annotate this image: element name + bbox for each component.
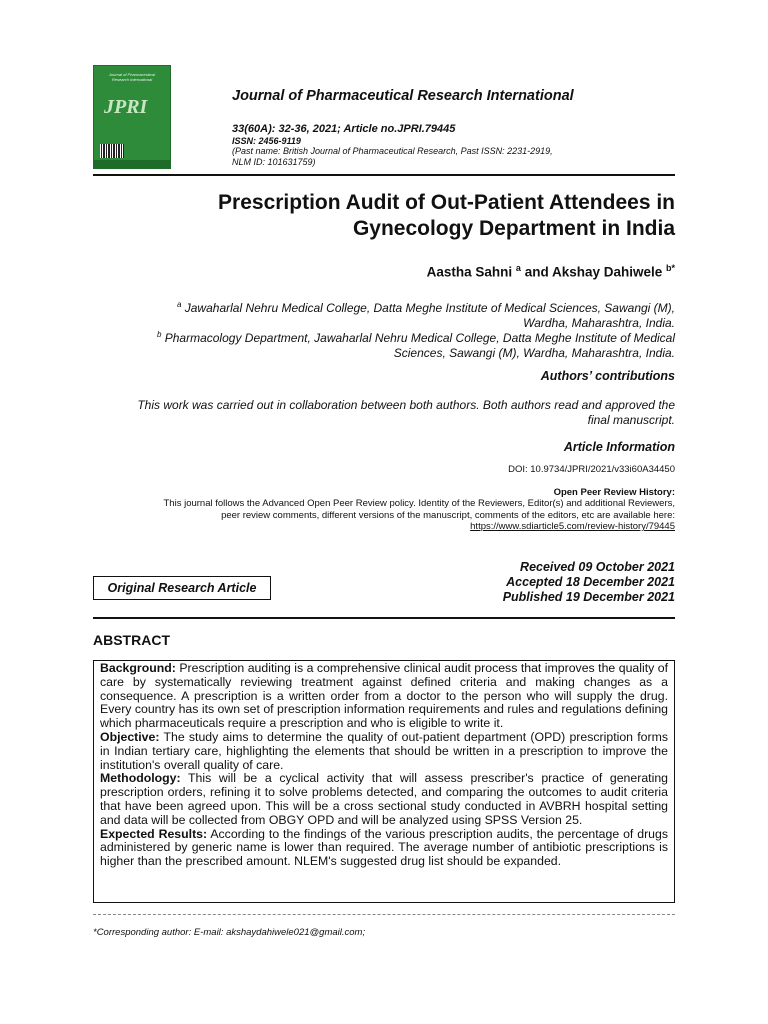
affiliation-b-line-2: Sciences, Sawangi (M), Wardha, Maharashtra, India. <box>393 346 675 360</box>
doi: DOI: 10.9734/JPRI/2021/v33i60A34450 <box>508 464 675 475</box>
author-1: Aastha Sahni <box>426 264 516 280</box>
article-dates <box>400 560 675 605</box>
background-label: Background: <box>100 661 176 675</box>
affiliation-b <box>100 327 675 361</box>
author-separator: and Akshay Dahiwele <box>520 264 666 280</box>
affiliation-b-line-1: Pharmacology Department, Jawaharlal Nehru Medical College, Datta Meghe Institute of Medical <box>161 331 675 345</box>
abstract-methodology <box>100 772 668 827</box>
methodology-text: This will be a cyclical activity that will assess prescriber's practice of generating prescription orders, refining it to solve problems detected, and comparing the outcomes to audit criteria that have been agreed upon. This will be a cross sectional study conducted in AVBRH hospital setting and data will be collected from OBGY OPD and will be analyzed using SPSS Version 25. <box>100 771 668 827</box>
past-name-line-2: NLM ID: 101631759) <box>232 156 316 167</box>
cover-title: Journal of Pharmaceutical Research International <box>108 72 156 82</box>
contributions-text <box>93 398 675 428</box>
peer-review-line-1: This journal follows the Advanced Open Peer Review policy. Identity of the Reviewers, Editor(s) and additional Reviewers, <box>163 498 675 509</box>
article-title-line-2: Gynecology Department in India <box>352 217 675 240</box>
abstract-results <box>100 828 668 869</box>
author-2-affil-mark: b* <box>666 263 675 273</box>
author-1-affil-mark: a <box>515 263 521 273</box>
results-text: According to the findings of the various prescription audits, the percentage of drugs administered by generic name is lower than required. The average number of antibiotic prescriptions is higher than the prescribed amount. NLEM's suggested drug list should be expanded. <box>100 826 668 869</box>
header-divider <box>93 174 675 176</box>
contributions-heading: Authors’ contributions <box>540 369 675 383</box>
affiliation-a <box>100 297 675 331</box>
peer-review-line-2: peer review comments, different versions of the manuscript, comments of the editors, etc are available here: <box>221 509 675 521</box>
footnote-divider <box>93 914 675 915</box>
background-text: Prescription auditing is a comprehensive clinical audit process that improves the quality of care by systematically reviewing treatment against defined criteria and making changes as a consequence. A prescription is a written order from a doctor to the person who will supply the drug. Every country has its own set of prescription information requirements and rules and regulations defining which pharmaceuticals require a prescription and who is eligible to write it. <box>100 661 669 731</box>
section-divider <box>93 617 675 619</box>
contributions-line-2: final manuscript. <box>587 413 675 427</box>
citation: 33(60A): 32-36, 2021; Article no.JPRI.79445 <box>232 123 456 135</box>
contributions-line-1: This work was carried out in collaboration between both authors. Both authors read and approved the <box>137 398 675 412</box>
journal-cover-image <box>93 65 171 169</box>
article-title <box>120 190 675 242</box>
review-history-link[interactable]: https://www.sdiarticle5.com/review-history/79445 <box>470 521 675 532</box>
corresponding-author-footnote: *Corresponding author: E-mail: akshaydahiwele021@gmail.com; <box>93 927 366 938</box>
authors <box>200 263 675 280</box>
past-name-line-1: (Past name: British Journal of Pharmaceutical Research, Past ISSN: 2231-2919, <box>232 146 553 156</box>
journal-name: Journal of Pharmaceutical Research International <box>232 88 574 104</box>
results-label: Expected Results: <box>100 826 208 841</box>
affiliation-a-line-1: Jawaharlal Nehru Medical College, Datta Meghe Institute of Medical Sciences, Sawangi (M), <box>181 301 675 315</box>
published-date: Published 19 December 2021 <box>502 590 675 604</box>
article-title-line-1: Prescription Audit of Out-Patient Attendees in <box>218 191 675 214</box>
affiliation-a-line-2: Wardha, Maharashtra, India. <box>523 316 675 330</box>
past-name <box>232 146 652 167</box>
affiliation-b-mark: b <box>156 330 162 339</box>
abstract-objective <box>100 731 668 772</box>
peer-review-text <box>93 498 675 533</box>
abstract-box <box>93 660 675 903</box>
issn: ISSN: 2456-9119 <box>232 136 301 146</box>
article-type-badge: Original Research Article <box>93 576 271 600</box>
methodology-label: Methodology: <box>100 771 181 786</box>
abstract-heading: ABSTRACT <box>93 632 170 648</box>
objective-label: Objective: <box>100 729 160 744</box>
article-information-heading: Article Information <box>563 440 675 454</box>
cover-logo: JPRI <box>104 96 148 118</box>
accepted-date: Accepted 18 December 2021 <box>506 575 675 589</box>
abstract-background <box>100 662 668 731</box>
affiliation-a-mark: a <box>176 300 182 309</box>
peer-review-heading: Open Peer Review History: <box>553 487 675 498</box>
cover-band <box>94 160 170 169</box>
received-date: Received 09 October 2021 <box>520 560 675 574</box>
objective-text: The study aims to determine the quality of out-patient department (OPD) prescription forms in Indian tertiary care, highlighting the elements that should be written in a prescription to improve the institution's overall quality of care. <box>100 729 668 772</box>
barcode-icon <box>100 144 124 158</box>
